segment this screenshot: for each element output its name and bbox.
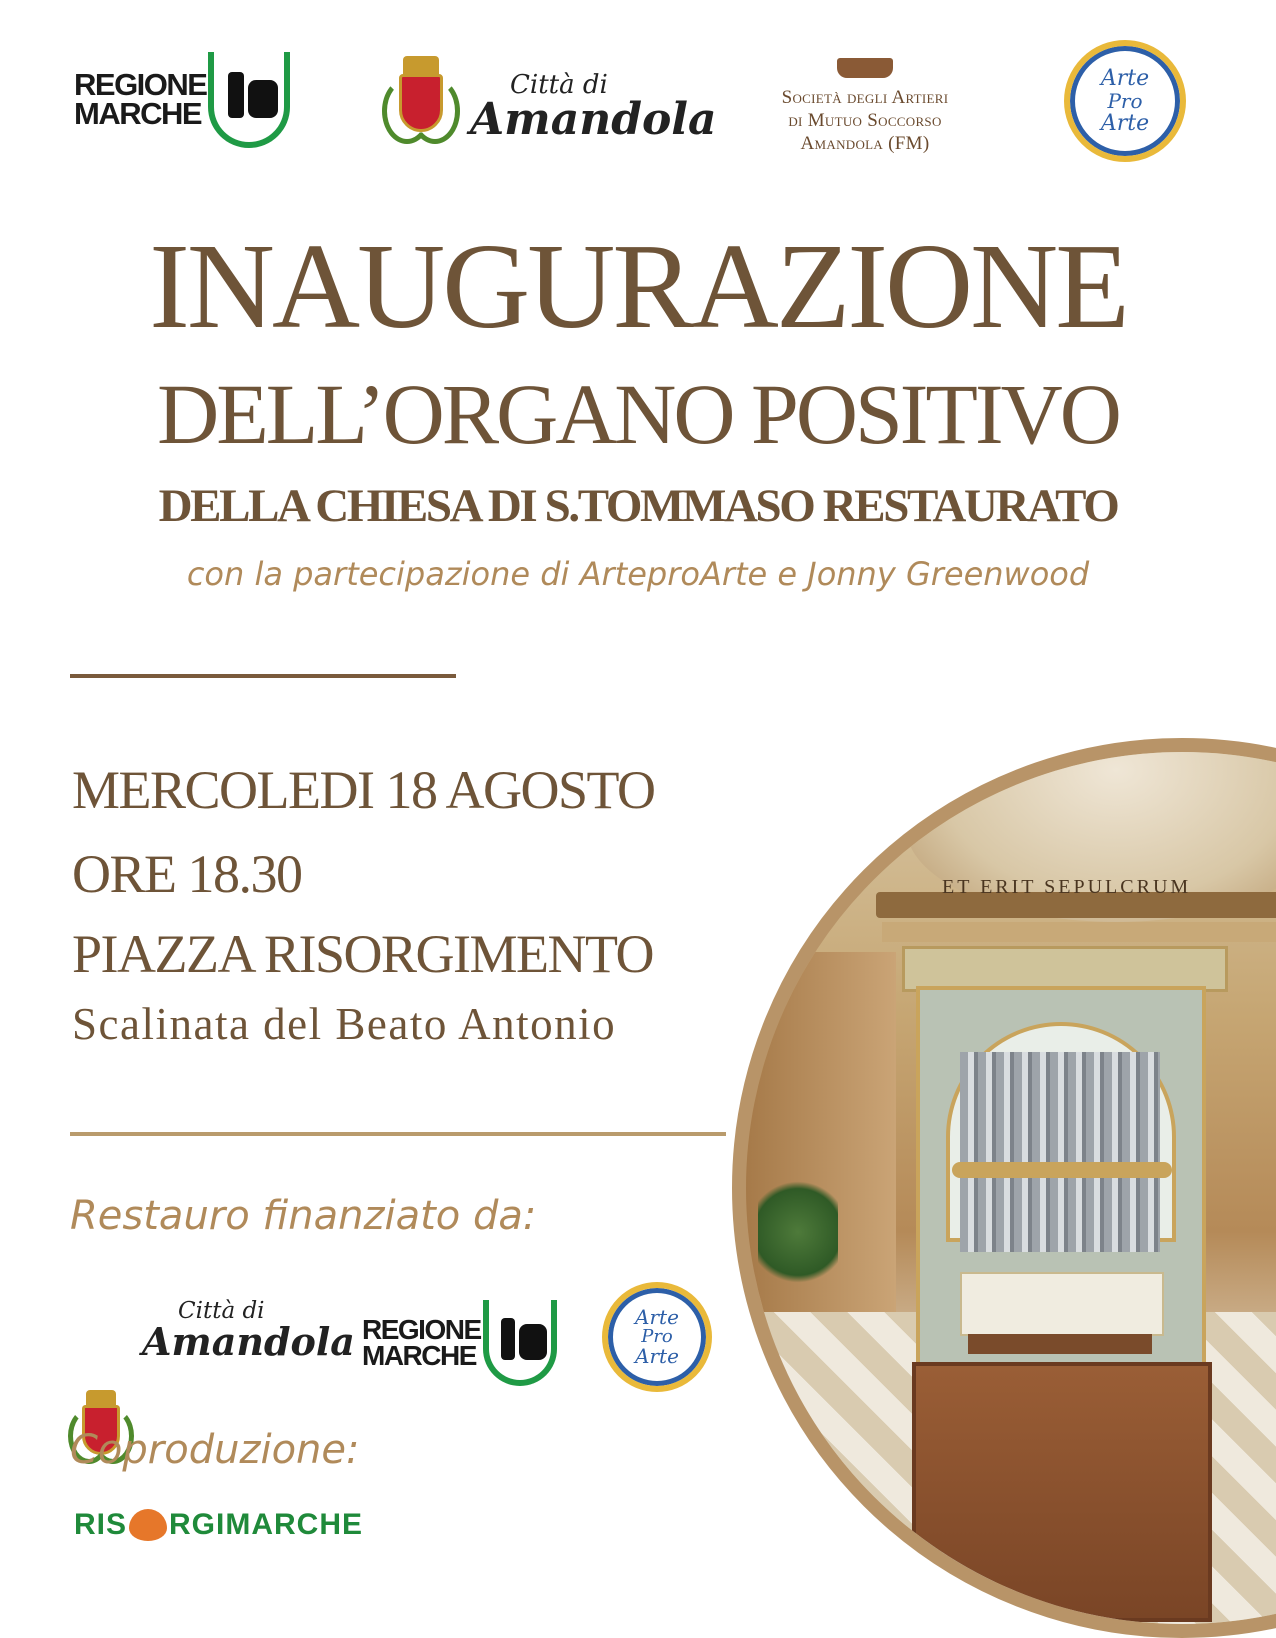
regione-text-line2-bottom: MARCHE	[362, 1340, 476, 1371]
citta-di-amandola-logo-top	[470, 70, 717, 145]
funding-label: Restauro finanziato da:	[70, 1193, 537, 1239]
divider-top	[70, 674, 456, 678]
arte-pro-arte-logo-top	[1064, 40, 1186, 162]
citta-di-amandola-logo-bottom	[142, 1298, 355, 1364]
arte-text-2: Arte	[1100, 110, 1150, 136]
coproduction-label: Coproduzione:	[70, 1427, 360, 1473]
regione-text-line2: MARCHE	[74, 96, 202, 131]
event-time: ORE 18.30	[72, 844, 302, 904]
regione-text-line1-bottom: REGIONE	[362, 1314, 481, 1346]
photo-inscription: ET ERIT SEPULCRUM	[942, 876, 1192, 898]
regione-marche-logo-bottom	[362, 1300, 557, 1386]
citta-di-text: Città di	[510, 70, 608, 100]
subtitle-partecipazione: con la partecipazione di ArteproArte e Jonny Greenwood	[186, 555, 1090, 593]
church-organ-photo	[732, 738, 1276, 1638]
event-place-detail: Scalinata del Beato Antonio	[72, 999, 617, 1049]
pro-text-bottom: Pro	[641, 1325, 673, 1347]
risorgi-right-text: RGIMARCHE	[169, 1508, 364, 1541]
event-date: MERCOLEDI 18 AGOSTO	[72, 760, 655, 820]
heart-icon	[129, 1509, 167, 1541]
regione-text-line1: REGIONE	[74, 67, 207, 103]
amandola-text: Amandola	[470, 94, 717, 145]
societa-line2: di Mutuo Soccorso	[788, 110, 942, 131]
handshake-emblem-icon	[837, 58, 893, 78]
societa-line1: Società degli Artieri	[781, 87, 949, 108]
societa-artieri-logo	[760, 58, 970, 155]
amandola-text-bottom: Amandola	[142, 1319, 355, 1364]
societa-line3: Amandola (FM)	[800, 133, 930, 154]
arte-text-1-bottom: Arte	[635, 1304, 679, 1329]
regione-marche-logo-top	[74, 52, 290, 148]
headline-organo-positivo: DELL’ORGANO POSITIVO	[157, 366, 1119, 462]
headline-inaugurazione: INAUGURAZIONE	[149, 219, 1127, 354]
risorgimarche-logo	[74, 1508, 363, 1542]
pro-text: Pro	[1107, 88, 1143, 113]
event-place: PIAZZA RISORGIMENTO	[72, 924, 654, 984]
amandola-crest-icon	[382, 52, 460, 152]
risorgi-left-text: RIS	[74, 1508, 128, 1541]
organ-keyboard	[968, 1334, 1152, 1354]
arte-text-2-bottom: Arte	[635, 1344, 679, 1369]
divider-middle	[70, 1132, 726, 1136]
organ-pipes	[960, 1052, 1160, 1252]
regione-shield-icon-bottom	[483, 1300, 557, 1386]
arte-text-1: Arte	[1100, 66, 1150, 92]
arte-pro-arte-logo-bottom	[602, 1282, 712, 1392]
headline-chiesa: DELLA CHIESA DI S.TOMMASO RESTAURATO	[158, 480, 1118, 532]
regione-shield-icon	[208, 52, 290, 148]
citta-di-text-bottom: Città di	[178, 1298, 265, 1324]
